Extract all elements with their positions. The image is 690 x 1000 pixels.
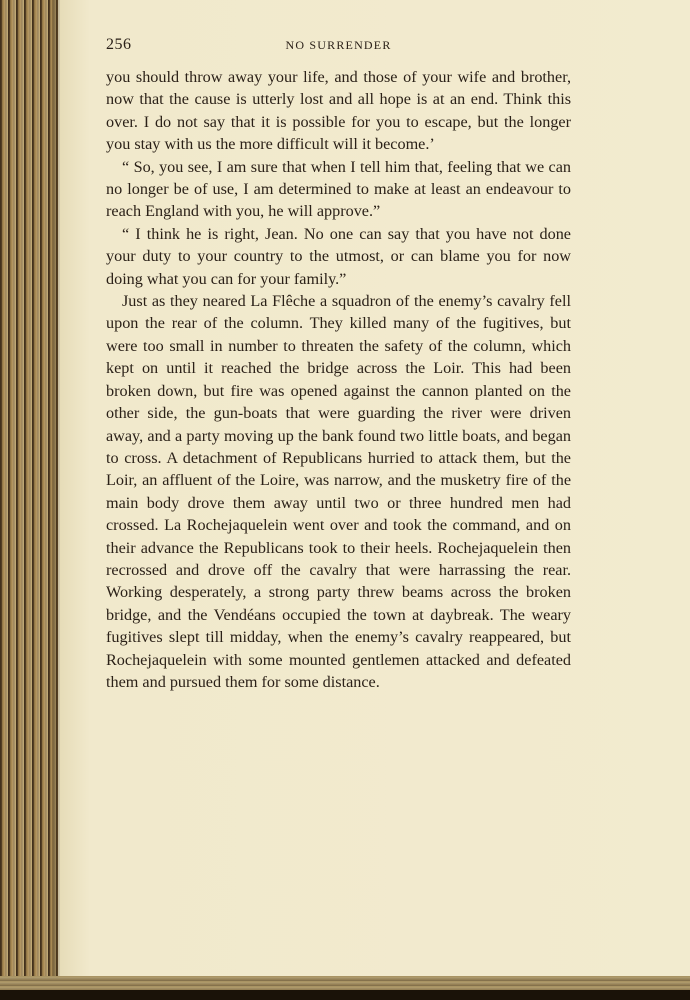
running-head: NO SURRENDER: [285, 38, 392, 52]
paragraph: Just as they neared La Flêche a squadron of the enemy’s cavalry fell upon the rear of the column. They killed many of the fugitives, but were too small in number to threaten the safety of the column, which kept on until it reached the bridge across the Loir. This had been broken down, but fire was opened against the cannon planted on the other side, the gun-boats that were guarding the river were driven away, and a party moving up the bank found two little boats, and began to cross. A detachment of Republicans hurried to attack them, but the Loir, an affluent of the Loire, was narrow, and the musketry fire of the main body drove them away until two or three hundred men had crossed. La Rochejaquelein went over and took the command, and on their advance the Republicans took to their heels. Rochejaquelein then recrossed and drove off the cavalry that were harrassing the rear. Working desperately, a strong party threw beams across the broken bridge, and the Vendéans occupied the town at daybreak. The weary fugitives slept till midday, when the enemy’s cavalry reappeared, but Rochejaquelein with some mounted gentlemen attacked and defeated them and pursued them for some distance.: [106, 292, 571, 691]
body-text: [106, 66, 571, 693]
page-header: [106, 36, 571, 56]
paragraph: “ So, you see, I am sure that when I tell him that, feeling that we can no longer be of use, I am determined to make at least an endeavour to reach England with you, he will approve.”: [106, 157, 571, 221]
page-number: 256: [106, 36, 132, 53]
page-bottom-edge: [0, 976, 690, 1000]
paragraph: “ I think he is right, Jean. No one can say that you have not done your duty to your country to the utmost, or can blame you for now doing what you can for your family.”: [106, 224, 571, 288]
book-binding-edge: [0, 0, 58, 1000]
paragraph: you should throw away your life, and those of your wife and brother, now that the cause is utterly lost and all hope is at an end. Think this over. I do not say that it is possible for you to escape, but the longer you stay with us the more difficult will it become.’: [106, 68, 571, 154]
